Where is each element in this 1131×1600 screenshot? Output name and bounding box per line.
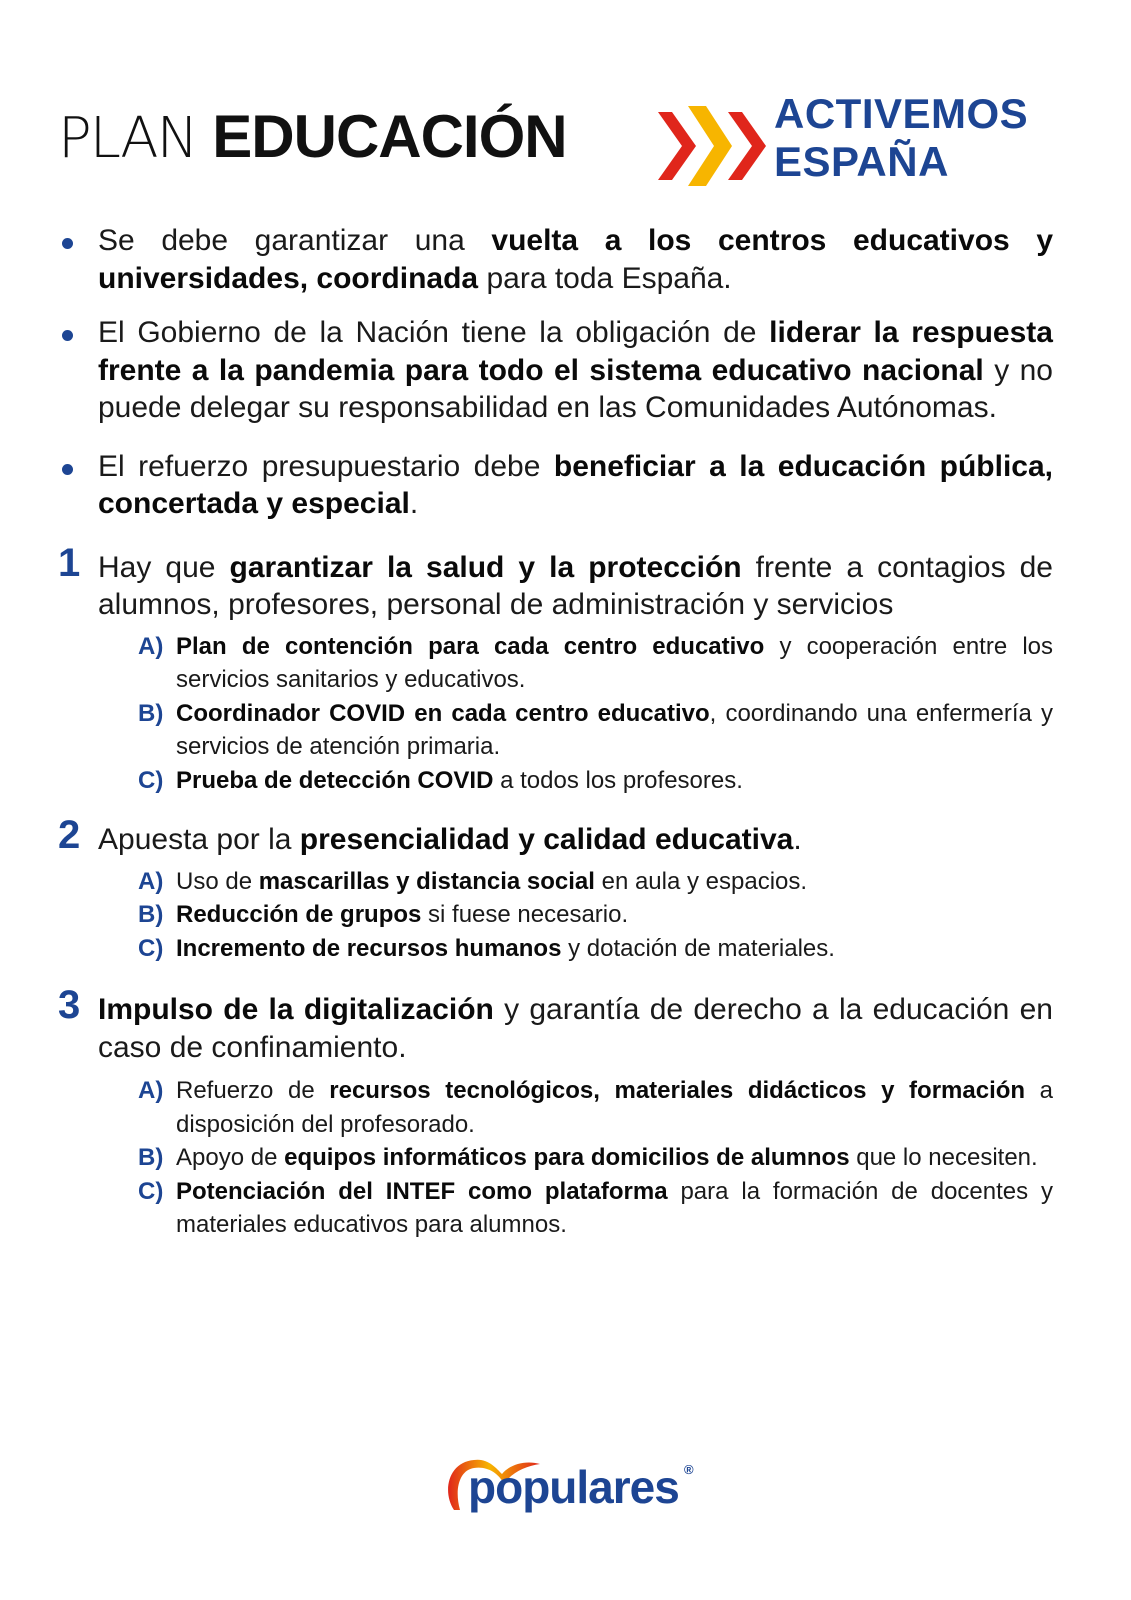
bullet-dot-icon	[62, 330, 73, 341]
bold-text: Plan de contención para cada centro educativo	[176, 632, 765, 660]
point-number: 2	[58, 813, 81, 857]
registered-mark: ®	[684, 1462, 694, 1477]
bullet-item	[58, 222, 1053, 297]
bold-text: liderar la respuesta frente a la pandemia para todo el sistema educativo nacional	[98, 316, 1053, 387]
text: en aula y espacios.	[594, 867, 808, 895]
numbered-point	[58, 540, 1053, 624]
sub-letter: A)	[138, 867, 164, 895]
text: que lo necesiten.	[849, 1144, 1038, 1171]
sub-item	[58, 1141, 1053, 1175]
bullet-dot-icon	[62, 238, 73, 249]
bold-text: Potenciación del INTEF como plataforma	[176, 1177, 668, 1205]
bold-text: recursos tecnológicos, materiales didácticos y formación	[329, 1077, 1026, 1104]
bullet-item	[58, 314, 1053, 427]
bold-text: garantizar la salud y la protección	[229, 550, 742, 584]
bullet-item	[58, 448, 1053, 523]
text: y no puede delegar su responsabilidad en las Comunidades Autónomas.	[98, 353, 1053, 424]
sub-item	[58, 1175, 1053, 1242]
text: para la formación de docentes y materiales educativos para alumnos.	[176, 1177, 1054, 1238]
point-number: 1	[58, 540, 81, 585]
sub-item	[58, 898, 1053, 932]
content	[58, 222, 1053, 1242]
text: para toda España.	[478, 261, 732, 295]
sub-letter: C)	[138, 1177, 164, 1205]
bold-text: Incremento de recursos humanos	[176, 934, 562, 962]
text: Hay que	[98, 550, 230, 584]
bold-text: Prueba de detección COVID	[176, 766, 494, 794]
sub-letter: B)	[138, 699, 164, 727]
text: .	[409, 487, 419, 520]
text: si fuese necesario.	[421, 901, 629, 928]
brand-line2: ESPAÑA	[774, 138, 949, 185]
populares-logo	[440, 1452, 710, 1522]
text: frente a contagios de alumnos, profesores, personal de administración y servicios	[98, 550, 1053, 621]
sub-item	[58, 865, 1053, 899]
numbered-point	[58, 983, 1053, 1066]
text: El Gobierno de la Nación tiene la obligación de	[98, 316, 770, 349]
text: Uso de	[176, 867, 259, 895]
bold-text: vuelta a los centros educativos y universidades, coordinada	[98, 224, 1054, 295]
text: a disposición del profesorado.	[176, 1077, 1053, 1138]
bold-text: beneficiar a la educación pública, concertada y especial	[98, 449, 1053, 520]
brand-line1: ACTIVEMOS	[774, 90, 1029, 137]
sub-item	[58, 764, 1053, 798]
brand-logo	[774, 90, 1028, 186]
text: y garantía de derecho a la educación en caso de confinamiento.	[98, 993, 1053, 1064]
header	[58, 88, 1058, 198]
sub-letter: B)	[138, 901, 164, 928]
title-light: PLAN	[58, 106, 213, 171]
bold-text: Reducción de grupos	[176, 901, 422, 928]
sub-letter: C)	[138, 934, 164, 962]
point-number: 3	[58, 983, 81, 1027]
sub-item	[58, 697, 1053, 764]
text: Se debe garantizar una	[98, 224, 492, 257]
bold-text: mascarillas y distancia social	[258, 867, 595, 895]
text: Refuerzo de	[176, 1077, 330, 1104]
text: El refuerzo presupuestario debe	[98, 449, 554, 483]
bold-text: Impulso de la digitalización	[98, 993, 494, 1026]
sub-item	[58, 932, 1053, 966]
bold-text: equipos informáticos para domicilios de alumnos	[284, 1144, 850, 1171]
bullet-dot-icon	[62, 464, 73, 475]
text: , coordinando una enfermería y servicios de atención primaria.	[176, 699, 1053, 760]
chevrons-icon	[658, 106, 768, 186]
bold-text: Coordinador COVID en cada centro educativo	[176, 699, 710, 727]
title-bold: EDUCACIÓN	[212, 103, 567, 170]
logo-text: populares	[468, 1461, 679, 1513]
text: y dotación de materiales.	[561, 934, 835, 962]
sub-item	[58, 1074, 1053, 1141]
text: y cooperación entre los servicios sanitarios y educativos.	[176, 632, 1054, 693]
sub-letter: A)	[138, 632, 164, 660]
sub-letter: A)	[138, 1077, 164, 1104]
text: .	[793, 823, 802, 856]
sub-item	[58, 630, 1053, 697]
text: Apoyo de	[176, 1144, 285, 1171]
sub-letter: C)	[138, 766, 164, 794]
numbered-point	[58, 813, 1053, 859]
text: Apuesta por la	[98, 823, 300, 856]
page-title	[58, 102, 567, 174]
text: a todos los profesores.	[493, 766, 743, 794]
sub-letter: B)	[138, 1144, 164, 1171]
bold-text: presencialidad y calidad educativa	[299, 823, 794, 856]
